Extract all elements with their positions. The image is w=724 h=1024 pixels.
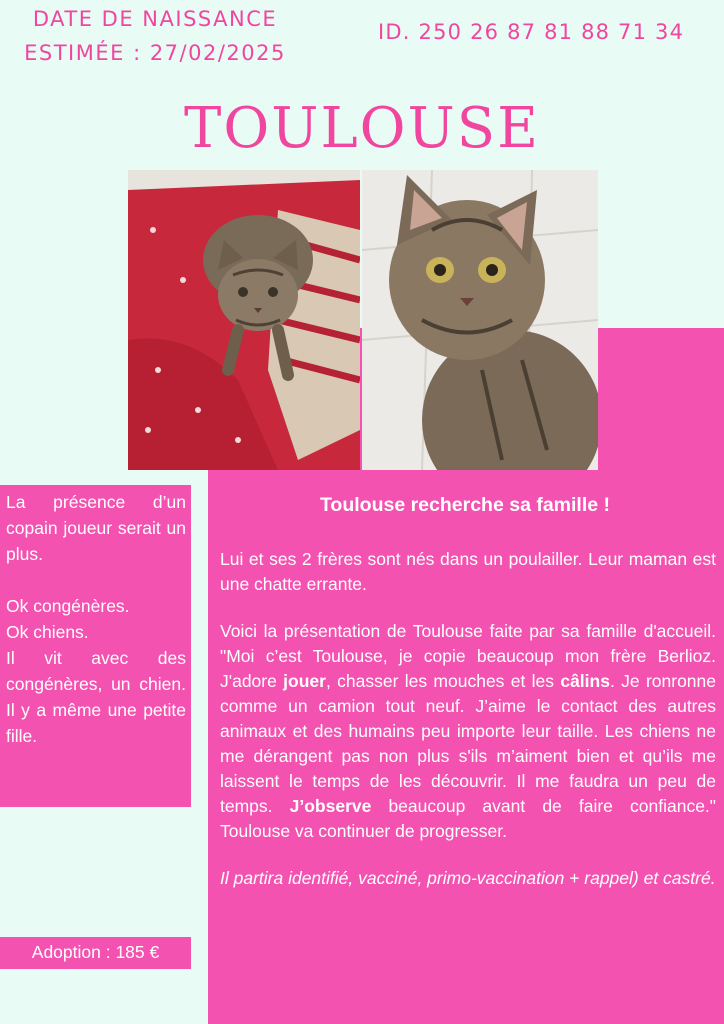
closing-paragraph: Il partira identifié, vacciné, primo-vaccination + rappel) et castré. [220, 868, 716, 888]
description-bold-jobserve: J’observe [289, 796, 372, 816]
main-description [220, 494, 716, 891]
kitten-photo-blanket [128, 170, 360, 470]
description-bold-calins: câlins [560, 671, 610, 691]
id-number: ID. 250 26 87 81 88 71 34 [378, 20, 685, 44]
description-text-1: Voici la présentation de Toulouse faite par sa famille d'accueil. "Moi c’est Toulouse, je copie beaucoup mon frère Berlioz. J'adore [220, 621, 716, 691]
sidebar-info-box [0, 485, 191, 807]
main-heading: Toulouse recherche sa famille ! [319, 494, 611, 516]
page-title: TOULOUSE [184, 96, 540, 161]
birth-date [0, 2, 310, 70]
description-text-2: , chasser les mouches et les [325, 671, 561, 691]
description-text-4: beaucoup avant de faire confiance." Toulouse va continuer de progresser. [220, 796, 716, 841]
description-bold-jouer: jouer [283, 671, 326, 691]
sidebar-text-household: Il vit avec des congénères, un chien. Il y a même une petite fille. [6, 648, 186, 746]
kitten-photo-closeup [362, 170, 598, 470]
birth-date-line1: DATE DE NAISSANCE [32, 7, 278, 31]
sidebar-text-dogs-ok: Ok chiens. [6, 622, 89, 642]
birth-date-line2: ESTIMÉE : 27/02/2025 [24, 41, 286, 65]
sidebar-text-cats-ok: Ok congénères. [6, 596, 130, 616]
sidebar-text-companion: La présence d’un copain joueur serait un plus. [6, 492, 186, 564]
adoption-fee: Adoption : 185 € [0, 937, 191, 969]
description-text-3: . Je ronronne comme un camion tout neuf. J’aime le contact des autres animaux et des humains peu importe leur taille. Les chiens ne me dérangent pas non plus s'ils m’aiment bien et qu’ils me laissent le temps de les découvrir. Il me faudra un peu de temps. [220, 671, 716, 816]
intro-paragraph: Lui et ses 2 frères sont nés dans un poulailler. Leur maman est une chatte errante. [220, 549, 716, 594]
description-paragraph [220, 619, 716, 844]
